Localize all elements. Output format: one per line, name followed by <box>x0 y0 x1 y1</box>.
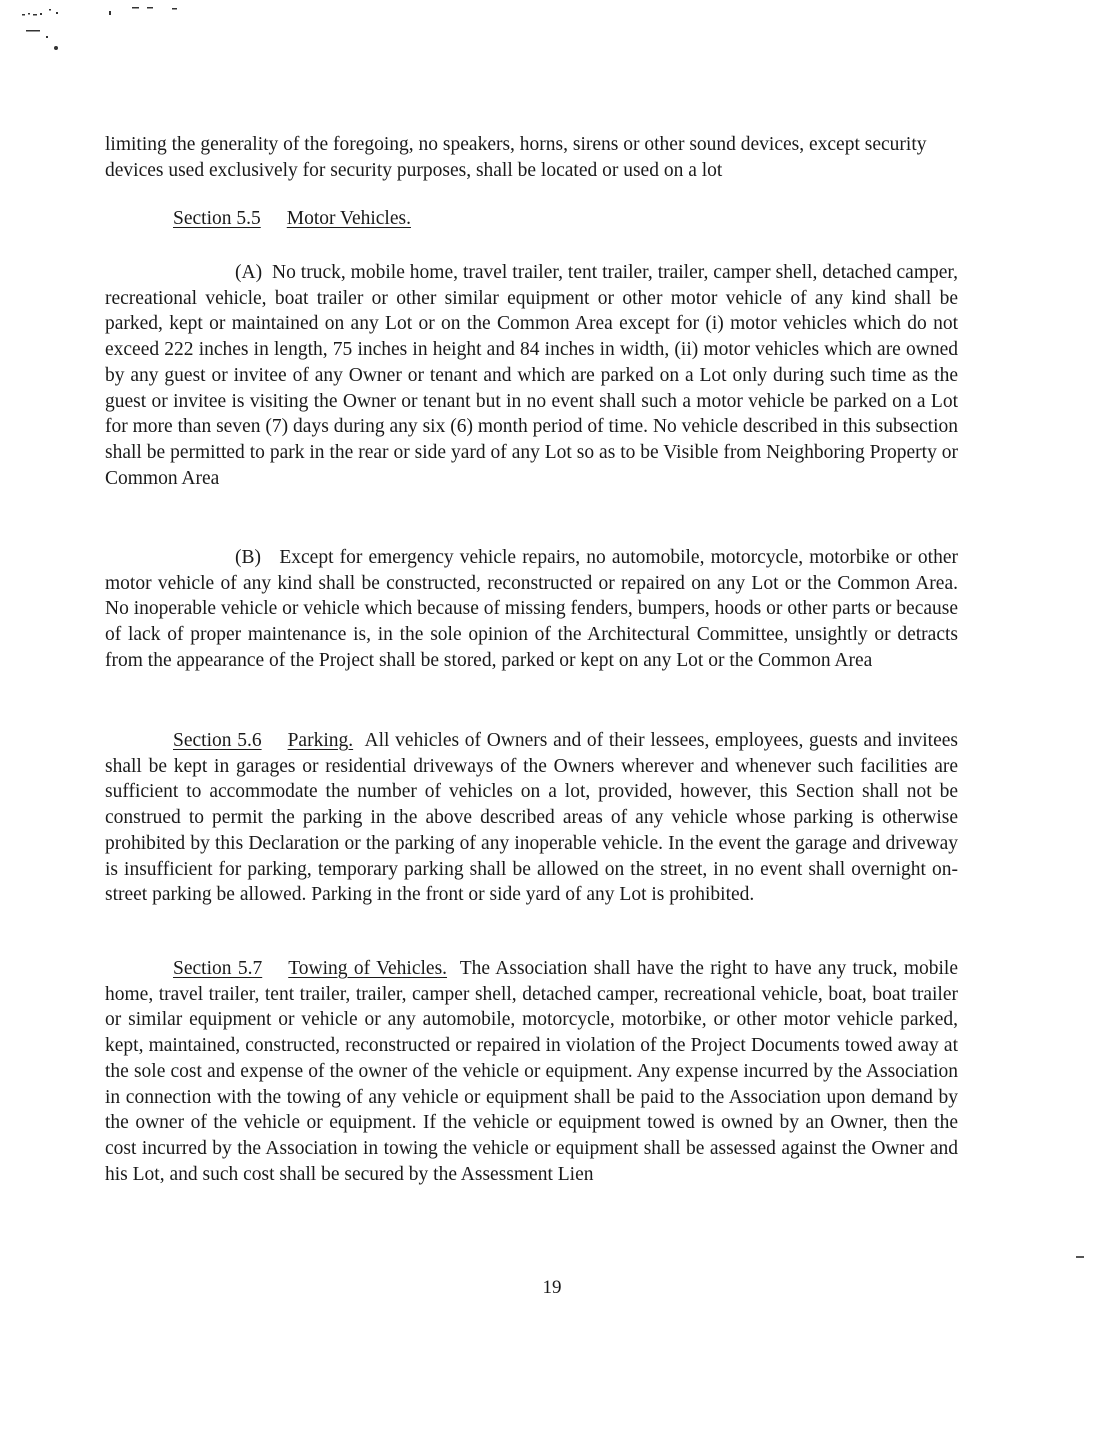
section-5-7-title: Towing of Vehicles. <box>288 958 448 979</box>
subsection-a-paragraph <box>105 260 958 491</box>
subsection-b-text: Except for emergency vehicle repairs, no automobile, motorcycle, motorbike or other motor vehicle of any kind shall be constructed, reconstructed or repaired on any Lot or the Common Area. No inoperable vehicle or vehicle which because of missing fenders, bumpers, hoods or other parts or because of lack of proper maintenance is, in the sole opinion of the Architectural Committee, unsightly or detracts from the appearance of the Project shall be stored, parked or kept on any Lot or the Common Area <box>105 547 958 671</box>
subsection-b-label: (B) <box>235 547 261 568</box>
section-5-5-heading <box>173 206 411 232</box>
section-5-7-text: The Association shall have the right to have any truck, mobile home, travel trailer, tent trailer, trailer, camper shell, detached camper, recreational vehicle, boat, boat trailer or similar equipment or vehicle or any automobile, motorcycle, motorbike, or other motor vehicle parked, kept, maintained, constructed, reconstructed or repaired in violation of the Project Documents towed away at the sole cost and expense of the owner of the vehicle or equipment. Any expense incurred by the Association in connection with the towing of any vehicle or equipment shall be paid to the Association upon demand by the owner of the vehicle or equipment. If the vehicle or equipment towed is owned by an Owner, then the cost incurred by the Association in towing the vehicle or equipment shall be assessed against the Owner and his Lot, and such cost shall be secured by the Assessment Lien <box>105 958 958 1185</box>
section-5-7-number: Section 5.7 <box>173 958 263 979</box>
section-5-5-title: Motor Vehicles. <box>286 208 411 229</box>
subsection-a-label: (A) <box>235 262 263 283</box>
section-5-6-number: Section 5.6 <box>173 730 262 751</box>
section-5-6-title: Parking. <box>287 730 354 751</box>
subsection-b-paragraph <box>105 545 958 674</box>
margin-mark <box>1076 1256 1084 1258</box>
section-5-6-paragraph <box>105 728 958 908</box>
page-number: 19 <box>542 1277 562 1298</box>
section-5-6-text: All vehicles of Owners and of their lessees, employees, guests and invitees shall be kept in garages or residential driveways of the Owners wherever and whenever such facilities are sufficient to accommodate the number of vehicles on a lot, provided, however, this Section shall not be construed to permit the parking in the above described areas of any vehicle whose parking is otherwise prohibited by this Declaration or the parking of any inoperable vehicle. In the event the garage and driveway is insufficient for parking, temporary parking shall be allowed on the street, in no event shall overnight on-street parking be allowed. Parking in the front or side yard of any Lot is prohibited. <box>105 730 958 906</box>
section-5-5-number: Section 5.5 <box>173 208 261 229</box>
intro-paragraph: limiting the generality of the foregoing, no speakers, horns, sirens or other sound devices, except security devices used exclusively for security purposes, shall be located or used on a lot <box>105 134 927 181</box>
subsection-a-text: No truck, mobile home, travel trailer, tent trailer, trailer, camper shell, detached camper, recreational vehicle, boat trailer or other similar equipment or other motor vehicle of any kind shall be parked, kept or maintained on any Lot or on the Common Area except for (i) motor vehicles which do not exceed 222 inches in length, 75 inches in height and 84 inches in width, (ii) motor vehicles which are owned by any guest or invitee of any Owner or tenant and which are parked on a Lot only during such time as the guest or invitee is visiting the Owner or tenant but in no event shall such a motor vehicle be parked on a Lot for more than seven (7) days during any six (6) month period of time. No vehicle described in this subsection shall be permitted to park in the rear or side yard of any Lot so as to be Visible from Neighboring Property or Common Area <box>105 262 958 489</box>
section-5-7-paragraph <box>105 956 958 1187</box>
scan-artifact-specks <box>22 4 192 52</box>
